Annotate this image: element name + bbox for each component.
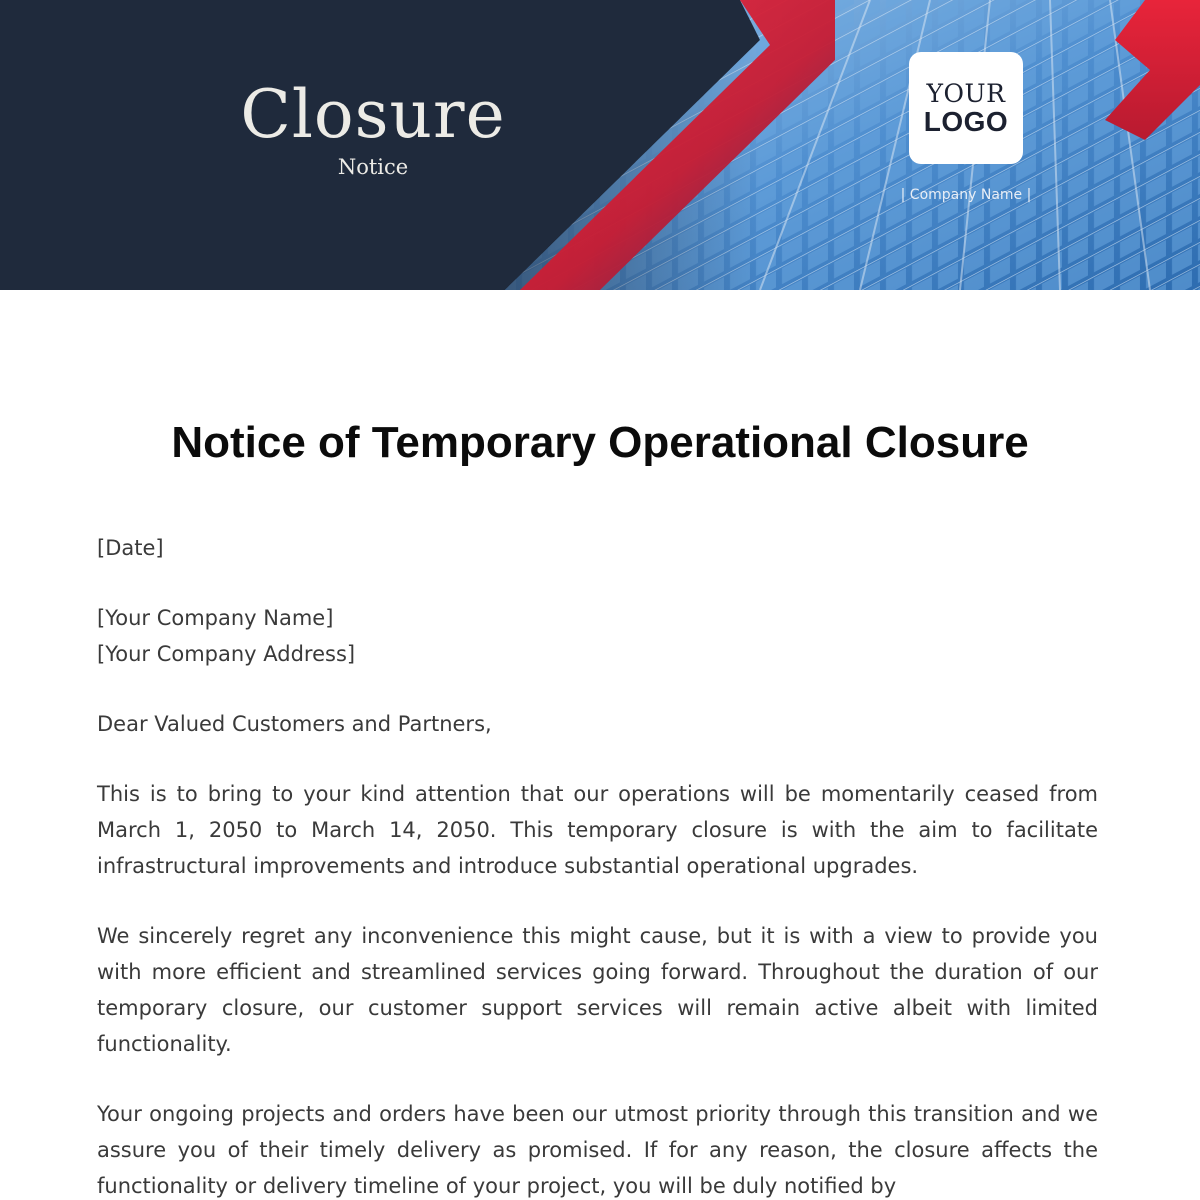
paragraph: This is to bring to your kind attention that our operations will be momentarily ceased from March 1, 2050 to March 14, 2050. This temporary closure is with the aim to facilitate infrastructural improvements and introduce substantial operational upgrades.	[97, 782, 1098, 878]
letter-body	[97, 530, 1098, 1200]
banner-title-sub: Notice	[337, 155, 409, 179]
banner-title	[228, 70, 518, 178]
salutation: Dear Valued Customers and Partners,	[97, 712, 492, 736]
paragraph: We sincerely regret any inconvenience this might cause, but it is with a view to provide you with more efficient and streamlined services going forward. Throughout the duration of our temporary closure, our customer support services will remain active albeit with limited functionality.	[97, 924, 1098, 1056]
company-address-placeholder: [Your Company Address]	[97, 642, 356, 666]
banner-title-main: Closure	[240, 76, 506, 153]
logo-text-line2: LOGO	[923, 105, 1009, 137]
logo-placeholder	[909, 52, 1023, 164]
logo-text-line1: YOUR	[926, 78, 1006, 108]
date-placeholder: [Date]	[97, 536, 164, 560]
header-banner	[0, 0, 1200, 290]
company-name-label: | Company Name |	[900, 187, 1032, 203]
document-title: Notice of Temporary Operational Closure	[171, 418, 1029, 467]
company-name-placeholder: [Your Company Name]	[97, 606, 334, 630]
paragraph: Your ongoing projects and orders have been our utmost priority through this transition and we assure you of their timely delivery as promised. If for any reason, the closure affects the functionality or delivery timeline of your project, you will be duly notified by	[97, 1102, 1098, 1198]
